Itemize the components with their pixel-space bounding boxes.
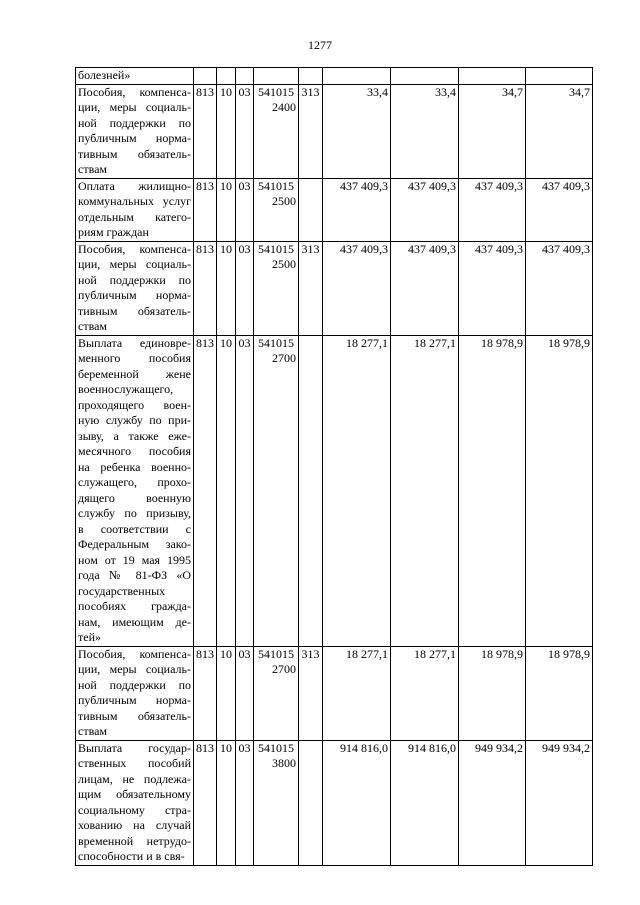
table-row: [76, 646, 593, 740]
expense-name-cell: [76, 646, 194, 740]
target-article-code-line: 2700: [272, 662, 296, 676]
expense-name-line: временной нетрудо-: [78, 833, 191, 848]
page-number: 1277: [308, 38, 332, 52]
expense-type-code-cell: [299, 68, 323, 85]
expense-name-line: ной поддержки по: [78, 272, 191, 287]
ministry-code-cell: 813: [194, 335, 217, 646]
expense-name-line: ствам: [78, 162, 107, 176]
target-article-code-cell: [254, 646, 299, 740]
amount-cell: 18 978,9: [459, 335, 526, 646]
expense-name-line: военнослужащего,: [78, 382, 174, 396]
target-article-code-cell: [254, 241, 299, 335]
amount-cell: 18 277,1: [323, 646, 391, 740]
section-code-cell: 10: [217, 646, 236, 740]
expense-name-line: службу по призыву,: [78, 506, 191, 520]
expense-name-line: ной поддержки по: [78, 677, 191, 692]
amount-cell: 437 409,3: [459, 241, 526, 335]
expense-name-line: ственных пособий: [78, 756, 191, 770]
target-article-code-line: 541015: [258, 335, 294, 350]
expense-name-cell: [76, 178, 194, 241]
target-article-code-line: 2500: [272, 194, 296, 208]
target-article-code-line: 541015: [258, 740, 294, 755]
amount-cell: 437 409,3: [391, 178, 459, 241]
expense-name-line: Выплата государ-: [78, 740, 191, 755]
expense-name-line: способности и в свя-: [78, 849, 185, 863]
ministry-code-cell: [194, 68, 217, 85]
target-article-code-cell: [254, 178, 299, 241]
expense-name-line: ной поддержки по: [78, 115, 191, 130]
expense-name-cell: [76, 84, 194, 178]
expense-name-line: дящего военную: [78, 490, 191, 505]
expense-name-line: публичным норма-: [78, 288, 191, 302]
amount-cell: 437 409,3: [459, 178, 526, 241]
target-article-code-cell: [254, 335, 299, 646]
target-article-code-cell: [254, 68, 299, 85]
expense-name-cell: [76, 740, 194, 865]
subsection-code-cell: 03: [236, 84, 254, 178]
expense-type-code-cell: [299, 178, 323, 241]
expense-name-line: ции, меры социаль-: [78, 100, 191, 114]
subsection-code-cell: 03: [236, 178, 254, 241]
amount-cell: 18 978,9: [526, 646, 593, 740]
amount-cell: 34,7: [459, 84, 526, 178]
subsection-code-cell: 03: [236, 241, 254, 335]
amount-cell: 914 816,0: [323, 740, 391, 865]
amount-cell: [391, 68, 459, 85]
expense-name-line: пособиях гражда-: [78, 599, 191, 613]
expense-name-line: месячного пособия: [78, 444, 191, 458]
expense-name-line: Выплата единовре-: [78, 335, 191, 350]
target-article-code-line: 2700: [272, 351, 296, 365]
amount-cell: [459, 68, 526, 85]
target-article-code-line: 3800: [272, 756, 296, 770]
ministry-code-cell: 813: [194, 740, 217, 865]
expense-type-code-cell: 313: [299, 241, 323, 335]
expense-name-line: публичным норма-: [78, 131, 191, 145]
section-code-cell: 10: [217, 84, 236, 178]
target-article-code-cell: [254, 740, 299, 865]
expense-name-line: лицам, не подлежа-: [78, 771, 191, 786]
table-body: [76, 68, 593, 866]
amount-cell: 18 978,9: [459, 646, 526, 740]
expense-name-line: тивным обязатель-: [78, 146, 191, 161]
expense-name-line: болезней»: [78, 68, 131, 82]
expense-name-line: ствам: [78, 319, 107, 333]
ministry-code-cell: 813: [194, 646, 217, 740]
table-row: [76, 241, 593, 335]
expense-name-line: ции, меры социаль-: [78, 257, 191, 271]
expense-name-line: Пособия, компенса-: [78, 84, 191, 99]
amount-cell: 437 409,3: [323, 241, 391, 335]
target-article-code-line: 541015: [258, 84, 294, 99]
ministry-code-cell: 813: [194, 84, 217, 178]
budget-table: [75, 67, 593, 866]
amount-cell: 33,4: [323, 84, 391, 178]
expense-name-line: проходящего воен-: [78, 397, 191, 412]
amount-cell: 18 978,9: [526, 335, 593, 646]
amount-cell: 437 409,3: [526, 178, 593, 241]
target-article-code-cell: [254, 84, 299, 178]
amount-cell: 437 409,3: [526, 241, 593, 335]
subsection-code-cell: 03: [236, 335, 254, 646]
expense-name-line: тивным обязатель-: [78, 303, 191, 318]
section-code-cell: 10: [217, 335, 236, 646]
amount-cell: 18 277,1: [323, 335, 391, 646]
subsection-code-cell: [236, 68, 254, 85]
table-row: [76, 335, 593, 646]
amount-cell: [526, 68, 593, 85]
amount-cell: 33,4: [391, 84, 459, 178]
amount-cell: 18 277,1: [391, 335, 459, 646]
table-row: [76, 178, 593, 241]
expense-name-line: служащего, прохо-: [78, 475, 191, 489]
expense-name-line: ную службу по при-: [78, 413, 191, 427]
amount-cell: 949 934,2: [459, 740, 526, 865]
expense-name-line: тивным обязатель-: [78, 708, 191, 723]
expense-type-code-cell: [299, 740, 323, 865]
expense-name-cell: [76, 335, 194, 646]
expense-name-line: Пособия, компенса-: [78, 646, 191, 661]
target-article-code-line: 541015: [258, 241, 294, 256]
expense-name-cell: [76, 241, 194, 335]
expense-name-line: ции, меры социаль-: [78, 662, 191, 676]
expense-name-line: хованию на случай: [78, 818, 191, 832]
expense-name-line: коммунальных услуг: [78, 194, 191, 208]
table-row: [76, 740, 593, 865]
expense-name-line: риям граждан: [78, 225, 149, 239]
target-article-code-line: 541015: [258, 178, 294, 193]
amount-cell: 18 277,1: [391, 646, 459, 740]
expense-name-line: отдельным катего-: [78, 209, 191, 224]
expense-name-line: менного пособия: [78, 351, 191, 365]
expense-name-line: ном от 19 мая 1995: [78, 552, 191, 567]
section-code-cell: 10: [217, 740, 236, 865]
target-article-code-line: 2500: [272, 257, 296, 271]
expense-name-line: года № 81-ФЗ «О: [78, 568, 191, 582]
amount-cell: 437 409,3: [391, 241, 459, 335]
expense-name-line: нам, имеющим де-: [78, 614, 191, 629]
expense-name-line: зыву, а также еже-: [78, 428, 191, 443]
expense-name-line: Пособия, компенса-: [78, 241, 191, 256]
expense-name-line: публичным норма-: [78, 693, 191, 707]
target-article-code-line: 541015: [258, 646, 294, 661]
expense-name-line: в соответствии с: [78, 521, 191, 536]
expense-name-line: тей»: [78, 630, 101, 644]
ministry-code-cell: 813: [194, 178, 217, 241]
expense-name-line: Федеральным зако-: [78, 537, 191, 551]
section-code-cell: [217, 68, 236, 85]
table-row: [76, 84, 593, 178]
amount-cell: 949 934,2: [526, 740, 593, 865]
expense-name-line: Оплата жилищно-: [78, 178, 191, 193]
expense-type-code-cell: [299, 335, 323, 646]
target-article-code-line: 2400: [272, 100, 296, 114]
subsection-code-cell: 03: [236, 740, 254, 865]
expense-name-line: государственных: [78, 583, 166, 598]
expense-type-code-cell: 313: [299, 646, 323, 740]
expense-name-cell: [76, 68, 194, 85]
section-code-cell: 10: [217, 178, 236, 241]
amount-cell: 437 409,3: [323, 178, 391, 241]
expense-name-line: беременной жене: [78, 366, 191, 381]
expense-name-line: щим обязательному: [78, 787, 191, 801]
subsection-code-cell: 03: [236, 646, 254, 740]
expense-name-line: социальному стра-: [78, 802, 191, 817]
table-row: [76, 68, 593, 85]
amount-cell: [323, 68, 391, 85]
ministry-code-cell: 813: [194, 241, 217, 335]
amount-cell: 34,7: [526, 84, 593, 178]
expense-name-line: ствам: [78, 724, 107, 738]
amount-cell: 914 816,0: [391, 740, 459, 865]
expense-name-line: на ребенка военно-: [78, 459, 191, 474]
section-code-cell: 10: [217, 241, 236, 335]
expense-type-code-cell: 313: [299, 84, 323, 178]
